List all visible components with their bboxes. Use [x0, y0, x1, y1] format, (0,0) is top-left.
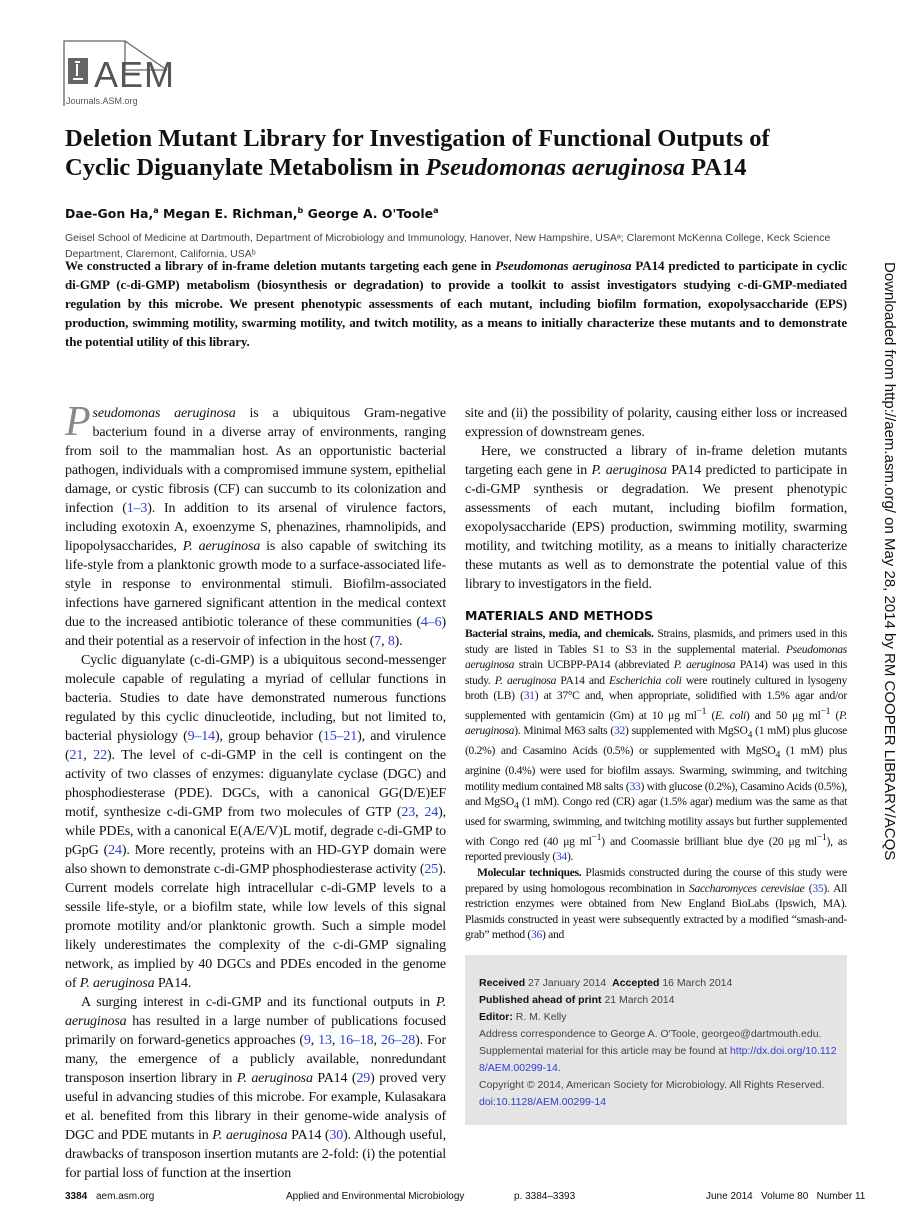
body-paragraph: Here, we constructed a library of in-frame deletion mutants targeting each gene in P. aeruginosa PA14 predicted to participate in c-di-GMP synthesis or degradation. We present phenotypic assessments of each mutant, including biofilm formation, exopolysaccharide (EPS) production, swimming motility, swarming motility, and twitching motility, as a means to initially characterize these mutants as well as to demonstrate the potential value of this library to investigators in the field.	[465, 444, 848, 592]
body-paragraph	[65, 399, 446, 651]
italic-text: E. coli	[715, 708, 746, 722]
citation-link[interactable]: 16–18	[339, 1033, 374, 1048]
page-number: 3384	[65, 1191, 88, 1202]
run-in-heading: Molecular techniques.	[477, 865, 582, 879]
affiliation-marker: a	[433, 206, 439, 215]
subscript: 4	[747, 729, 753, 741]
citation-link[interactable]: 22	[93, 748, 107, 763]
citation-link[interactable]: 31	[523, 689, 535, 703]
journal-name: Applied and Environmental Microbiology	[286, 1191, 465, 1202]
superscript: −1	[696, 705, 707, 717]
citation-link[interactable]: 26–28	[380, 1033, 416, 1048]
correspondence: Address correspondence to George A. O'Toole, georgeo@dartmouth.edu.	[479, 1028, 822, 1040]
citation-link[interactable]: 9–14	[187, 729, 215, 744]
citation-link[interactable]: 35	[812, 881, 824, 895]
italic-text: Pseudomonas aeruginosa	[425, 154, 686, 181]
citation-link[interactable]: 15–21	[322, 729, 358, 744]
italic-text: Pseudomonas aeruginosa	[495, 258, 632, 273]
italic-text: P. aeruginosa	[494, 673, 557, 687]
page-range: p. 3384–3393	[514, 1191, 576, 1202]
citation-link[interactable]: 32	[613, 724, 625, 738]
citation-link[interactable]: 21	[69, 748, 84, 763]
affiliation-marker: b	[297, 206, 304, 215]
italic-text: Pseudomonas aeruginosa	[465, 642, 847, 672]
issue-info: June 2014 Volume 80 Number 11	[706, 1191, 866, 1202]
citation-link[interactable]: 25	[424, 862, 439, 877]
italic-text: P. aeruginosa	[212, 1128, 288, 1143]
author: Dae-Gon Ha,$^a$	[65, 206, 159, 222]
citation-link[interactable]: 7	[374, 634, 382, 649]
italic-text: P. aeruginosa	[673, 658, 736, 672]
drop-cap: P	[65, 399, 91, 445]
dates-line: Received 27 January 2014 Accepted 16 March 2014	[479, 977, 733, 989]
editor-line: Editor: R. M. Kelly	[479, 1011, 567, 1023]
citation-link[interactable]: 1–3	[126, 501, 148, 516]
citation-link[interactable]: 36	[530, 928, 542, 942]
body-paragraph: A surging interest in c-di-GMP and its functional outputs in P. aeruginosa has resulted in a large number of publications focused primarily on forward-genetics approaches (9, 13, 16–18, 26–28). For many, the emergence of a publicly available, nonredundant transposon insertion library in P. aeruginosa PA14 (29) proved very useful in advancing studies of this microbe. For example, Kulasakara et al. benefited from this library in their genome-wide analysis of DGC and PDE mutants in P. aeruginosa PA14 (30). Although useful, drawbacks of transposon insertion mutants are 2-fold: (i) the potential for partial loss of function at the insertion	[65, 995, 447, 1181]
citation-link[interactable]: 13	[318, 1033, 332, 1048]
journal-url[interactable]: Journals.ASM.org	[66, 96, 138, 106]
citation-link[interactable]: 9	[303, 1033, 311, 1048]
citation-link[interactable]: 24	[424, 805, 439, 820]
citation-link[interactable]: 34	[555, 850, 567, 864]
italic-text: P. aeruginosa	[182, 539, 261, 554]
italic-text: P. aeruginosa	[465, 708, 847, 738]
subscript: 4	[513, 800, 519, 812]
abstract: We constructed a library of in-frame deletion mutants targeting each gene in Pseudomonas aeruginosa PA14 predicted to participate in cyclic di-GMP (c-di-GMP) metabolism (biosynthesis or degradation) to provide a toolkit to assist investigators studying c-di-GMP-mediated regulation by this microbe. We present phenotypic assessments of each mutant, including biofilm formation, exopolysaccharide (EPS) production, swimming motility, swarming motility, and twitch motility, as a means to initially characterize these mutants and to demonstrate the potential utility of this library.	[65, 258, 848, 349]
superscript: −1	[816, 831, 827, 843]
download-watermark: Downloaded from http://aem.asm.org/ on May 28, 2014 by RM COOPER LIBRARY/ACQS	[881, 262, 898, 861]
article-title: Deletion Mutant Library for Investigation of Functional Outputs of Cyclic Diguanylate Metabolism in Pseudomonas aeruginosa PA14	[65, 125, 770, 181]
author: George A. O'Toole$^a$	[307, 206, 439, 222]
citation-link[interactable]: 30	[329, 1128, 344, 1143]
methods-paragraph: Bacterial strains, media, and chemicals. Strains, plasmids, and primers used in this study are listed in Tables S1 to S3 in the supplemental material. Pseudomonas aeruginosa strain UCBPP-PA14 (abbreviated P. aeruginosa PA14) was used in this study. P. aeruginosa PA14 and Escherichia coli were routinely cultured in lysogeny broth (LB) (31) at 37°C and, when appropriate, solidified with 1.5% agar and/or supplemented with gentamicin (Gm) at 10 μg $ml^{-1}$ (E. coli) and 50 μg $ml^{-1}$ (P. aeruginosa). Minimal M63 salts (32) supplemented with MgSO$_4$ (1 mM) plus glucose (0.2%) and Casamino Acids (0.5%) or supplemented with MgSO$_4$ (1 mM) plus arginine (0.4%) were used for biofilm assays. Swarming, swimming, and twitching motility medium contained M8 salts (33) with glucose (0.2%), Casamino Acids (0.5%), and MgSO$_4$ (1 mM). Congo red (CR) agar (1.5% agar) medium was the same as that used for swarming, swimming, and twitching motility assays but further supplemented with Congo red (40 μg $ml^{-1}$) and Coomassie brilliant blue dye (20 μg $ml^{-1}$), as reported previously (34).	[465, 627, 848, 864]
copyright: Copyright © 2014, American Society for Microbiology. All Rights Reserved.	[479, 1079, 825, 1091]
italic-text: P. aeruginosa	[236, 1071, 313, 1086]
supplemental-note: Supplemental material for this article may be found at http://dx.doi.org/10.1128/AEM.00299-14.	[479, 1045, 837, 1074]
body-paragraph: site and (ii) the possibility of polarity, causing either loss or increased expression of downstream genes.	[465, 406, 847, 440]
author-list	[65, 206, 439, 221]
article-info-box	[465, 955, 847, 1125]
superscript: −1	[820, 705, 831, 717]
affiliations: Geisel School of Medicine at Dartmouth, Department of Microbiology and Immunology, Hanover, New Hampshire, USAᵃ; Claremont McKenna College, Keck Science Department, Claremont, California, USAᵇ	[65, 232, 831, 260]
journal-site-link[interactable]: aem.asm.org	[96, 1191, 155, 1202]
body-paragraph: Cyclic diguanylate (c-di-GMP) is a ubiquitous second-messenger molecule capable of regulating a myriad of cellular functions in bacteria. Studies to date have demonstrated numerous functions regulated by this cyclic dinucleotide, including, but not limited to, bacterial physiology (9–14), group behavior (15–21), and virulence (21, 22). The level of c-di-GMP in the cell is contingent on the activity of two classes of enzymes: diguanylate cyclase (DGC) and phosphodiesterase (PDE). DGCs, with a canonical GG(D/E)EF motif, synthesize c-di-GMP from two molecules of GTP (23, 24), while PDEs, with a canonical E(A/E/V)L motif, degrade c-di-GMP to pGpG (24). More recently, proteins with an HD-GYP domain were also shown to demonstrate c-di-GMP phosphodiesterase activity (25). Current models correlate high intracellular c-di-GMP levels to a sessile life-style, or a biofilm state, while low levels of this signal promote motility and/or planktonic growth. Such a simple model likely underestimates the complexity of the c-di-GMP signaling network, as implied by 40 DGCs and PDEs encoded in the genome of P. aeruginosa PA14.	[65, 653, 447, 991]
subscript: 4	[775, 749, 781, 761]
citation-link[interactable]: 33	[629, 779, 641, 793]
italic-text: P. aeruginosa	[591, 463, 667, 478]
journal-logo-text: AEM	[94, 54, 176, 95]
italic-text: P. aeruginosa	[79, 976, 155, 991]
section-heading: MATERIALS AND METHODS	[465, 608, 654, 623]
citation-link[interactable]: 23	[401, 805, 416, 820]
citation-link[interactable]: 4–6	[420, 615, 442, 630]
citation-link[interactable]: 24	[108, 843, 122, 858]
doi-link[interactable]: doi:10.1128/AEM.00299-14	[479, 1096, 607, 1108]
superscript: −1	[591, 831, 602, 843]
italic-text: Saccharomyces cerevisiae	[688, 881, 805, 895]
italic-text: Escherichia coli	[609, 673, 682, 687]
left-column	[65, 399, 447, 1183]
supplemental-link[interactable]: http://dx.doi.org/10.1128/AEM.00299-14	[479, 1045, 837, 1074]
affiliation-marker: a	[153, 206, 159, 215]
right-column	[465, 404, 847, 943]
paragraph-text: seudomonas aeruginosa is a ubiquitous Gram-negative bacterium found in a diverse array of environments, ranging from soil to the mammalian host. As an opportunistic bacterial pathogen, individuals with a compromised immune system, epithelial damage, or cystic fibrosis (CF) can succumb to its colonization and infection (1–3). In addition to its arsenal of virulence factors, including exotoxin A, exoenzyme S, phenazines, rhamnolipids, and lipopolysaccharides, P. aeruginosa is also capable of switching its life-style from a planktonic growth mode to a surface-associated life-style in response to environmental stimuli. Biofilm-associated infections have garnered significant attention in the medical context due to the increased antibiotic tolerance of these communities (4–6) and their potential as a reservoir of infection in the host (7, 8).	[65, 406, 446, 649]
methods-paragraph: Molecular techniques. Plasmids constructed during the course of this study were prepared by using homologous recombination in Saccharomyces cerevisiae (35). All restriction enzymes were obtained from New England BioLabs (Ipswich, MA). Plasmids constructed in yeast were subsequently extracted by a modified “smash-and-grab” method (36) and	[465, 865, 847, 942]
italic-text: P. aeruginosa	[65, 995, 446, 1029]
italic-text: seudomonas aeruginosa	[92, 406, 236, 421]
citation-link[interactable]: 29	[356, 1071, 371, 1086]
published-line: Published ahead of print 21 March 2014	[479, 994, 675, 1006]
author: Megan E. Richman,$^b$	[163, 206, 304, 222]
run-in-heading: Bacterial strains, media, and chemicals.	[465, 627, 654, 640]
citation-link[interactable]: 8	[387, 634, 395, 649]
